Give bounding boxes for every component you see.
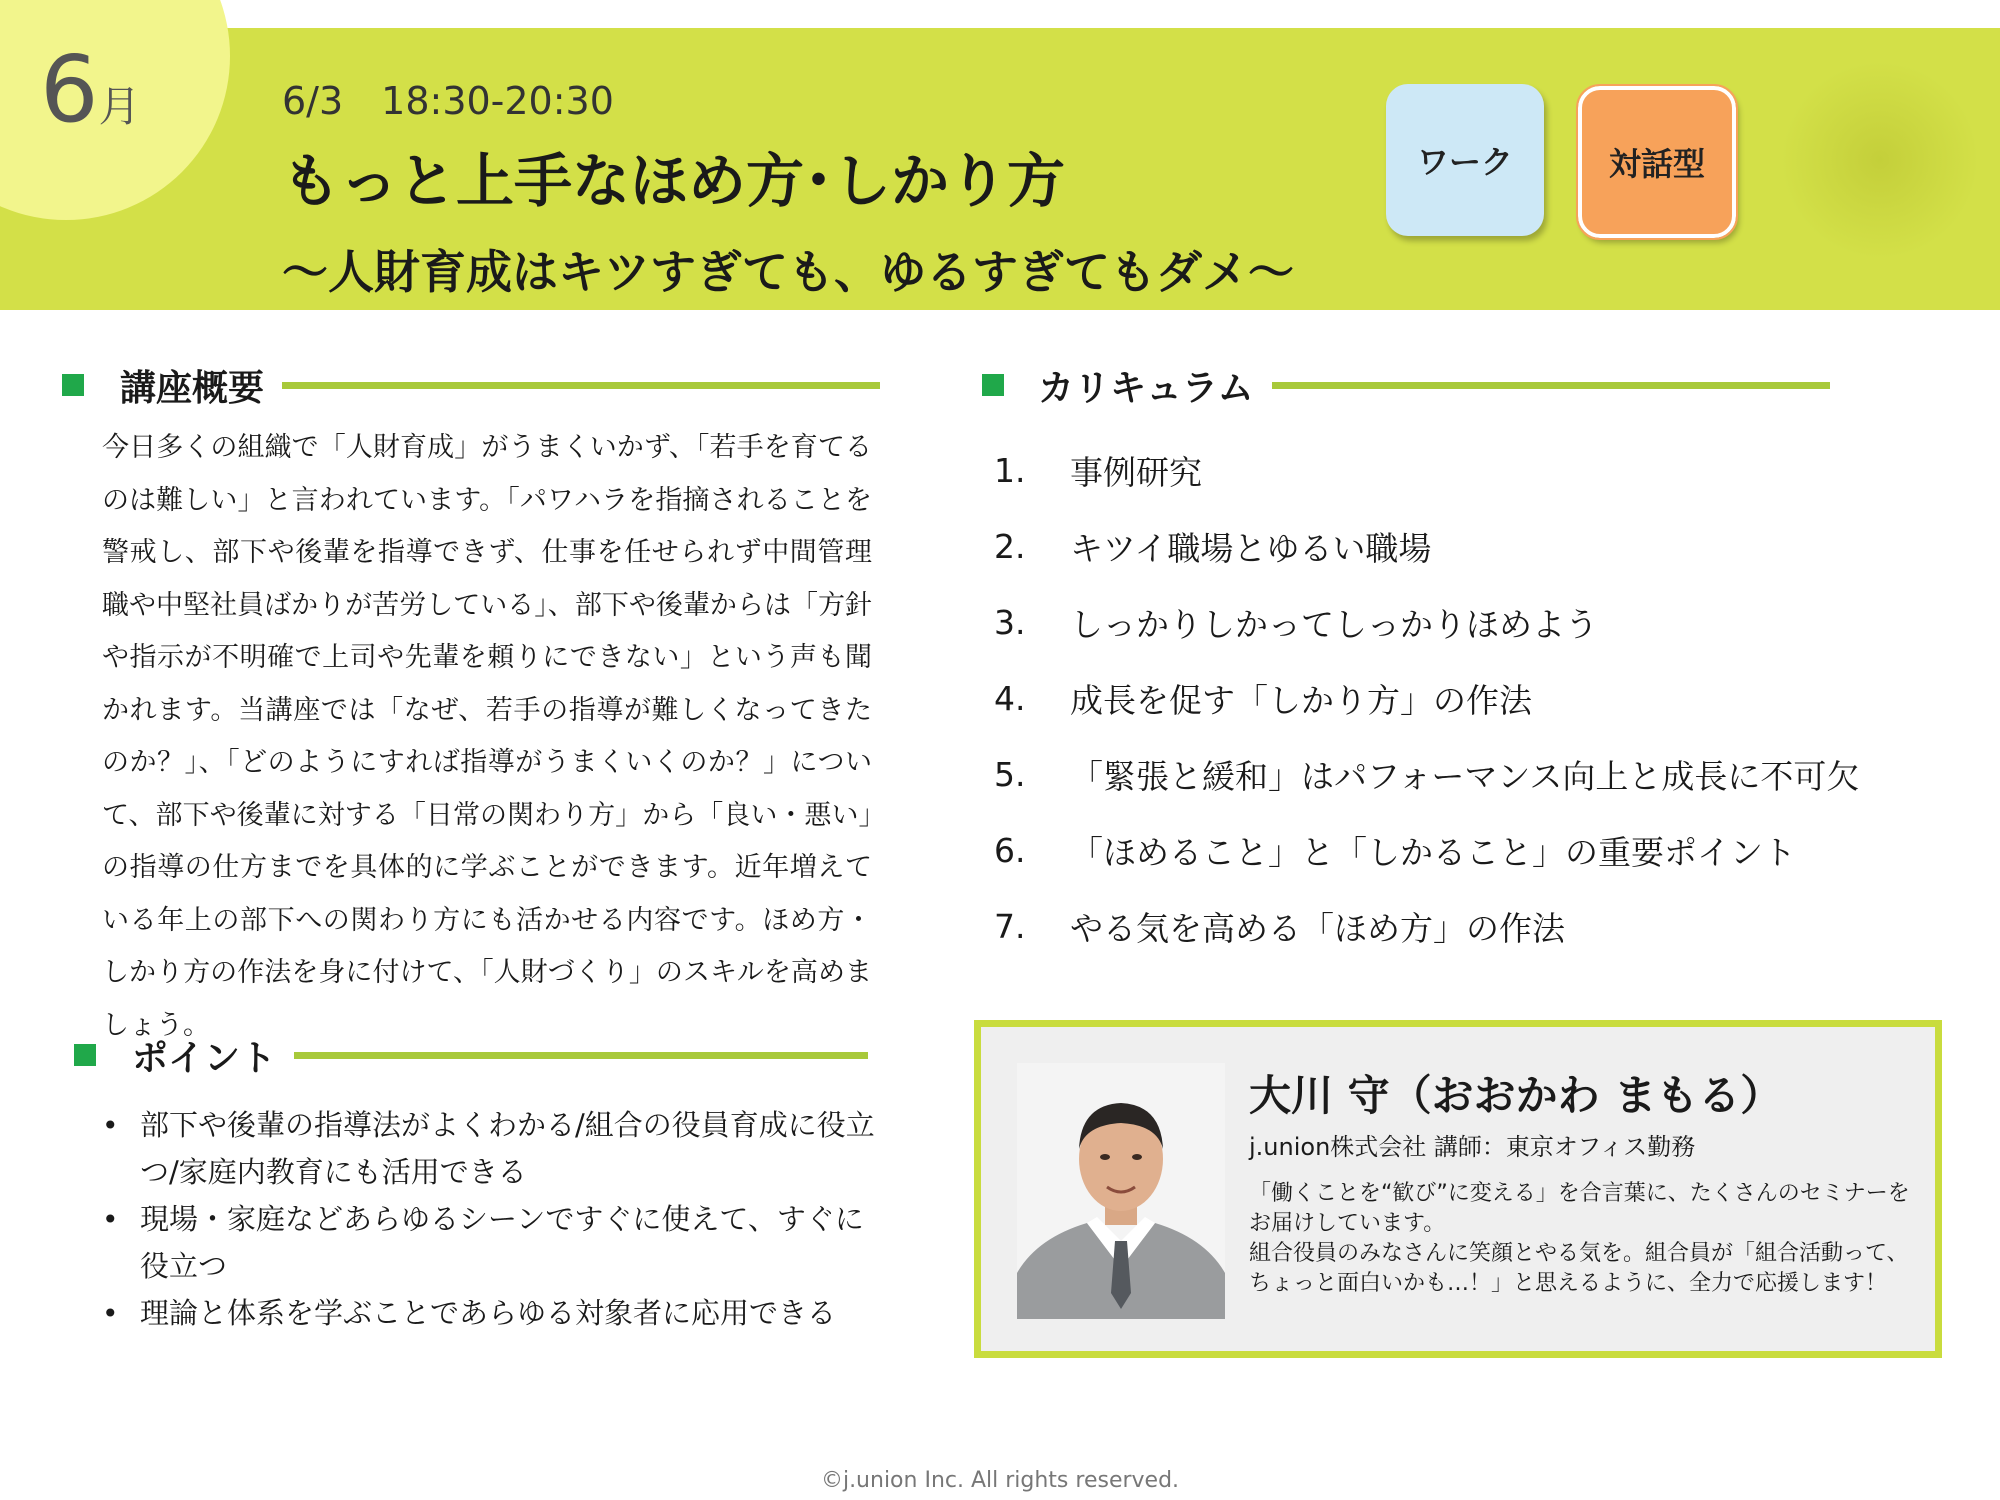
green-square-icon	[62, 374, 84, 396]
curriculum-item-text: 事例研究	[1070, 452, 1202, 492]
curriculum-item-number: 6.	[994, 830, 1026, 870]
instructor-card	[974, 1020, 1942, 1358]
curriculum-item-text: やる気を高める「ほめ方」の作法	[1070, 908, 1565, 948]
instructor-name: 大川 守（おおかわ まもる）	[1249, 1071, 1783, 1120]
header-glow-decoration	[1780, 60, 1980, 260]
instructor-portrait-icon	[1017, 1063, 1225, 1319]
curriculum-item-number: 4.	[994, 678, 1026, 718]
page-title: もっと上手なほめ方･しかり方	[282, 147, 1066, 215]
curriculum-item-text: しっかりしかってしっかりほめよう	[1070, 604, 1598, 644]
instructor-description	[1249, 1179, 1919, 1299]
badge-dialog: 対話型	[1578, 86, 1736, 238]
curriculum-item	[994, 584, 1859, 660]
curriculum-item	[994, 812, 1859, 888]
page-subtitle: ～人財育成はキツすぎても、ゆるすぎてもダメ～	[282, 245, 1294, 299]
curriculum-item-number: 1.	[994, 450, 1026, 490]
overview-body: 今日多くの組織で「人財育成」がうまくいかず、「若手を育てるのは難しい」と言われています。「パワハラを指摘されることを警戒し、部下や後輩を指導できず、仕事を任せられず中間管理職や中堅社員ばかりが苦労している」、部下や後輩からは「方針や指示が不明確で上司や先輩を頼りにできない」という声も聞かれます。当講座では「なぜ、若手の指導が難しくなってきたのか？」、「どのようにすれば指導がうまくいくのか？」について、部下や後輩に対する「日常の関わり方」から「良い・悪い」の指導の仕方までを具体的に学ぶことができます。近年増えている年上の部下への関わり方にも活かせる内容です。ほめ方・しかり方の作法を身に付けて、「人財づくり」のスキルを高めましょう。	[102, 432, 872, 1041]
month-number: 6	[40, 36, 99, 143]
curriculum-item-number: 3.	[994, 602, 1026, 642]
instructor-photo	[1017, 1063, 1225, 1319]
instructor-description-line: 組合役員のみなさんに笑顔とやる気を。組合員が「組合活動って、ちょっと面白いかも…！」と思えるように、全力で応援します！	[1249, 1241, 1909, 1296]
point-item: • 部下や後輩の指導法がよくわかる/組合の役員育成に役立つ/家庭内教育にも活用できる	[102, 1102, 882, 1196]
curriculum-item	[994, 736, 1859, 812]
curriculum-item	[994, 888, 1859, 964]
heading-rule	[282, 382, 880, 389]
curriculum-item-text: キツイ職場とゆるい職場	[1070, 528, 1432, 568]
curriculum-item-text: 成長を促す「しかり方」の作法	[1070, 680, 1532, 720]
overview-heading	[62, 362, 880, 408]
instructor-description-line: 「働くことを“歓び”に変える」を合言葉に、たくさんのセミナーをお届けしています。	[1249, 1181, 1910, 1236]
month-unit: 月	[98, 82, 141, 131]
curriculum-item	[994, 508, 1859, 584]
copyright-text: ©j.union Inc. All rights reserved.	[820, 1468, 1180, 1493]
month-label	[40, 36, 141, 143]
curriculum-item-number: 5.	[994, 754, 1026, 794]
curriculum-item	[994, 660, 1859, 736]
heading-rule	[294, 1052, 868, 1059]
event-date-time: 6/3 18:30-20:30	[282, 79, 614, 123]
curriculum-item-text: 「ほめること」と「しかること」の重要ポイント	[1070, 832, 1796, 872]
curriculum-item	[994, 432, 1859, 508]
green-square-icon	[982, 374, 1004, 396]
green-square-icon	[74, 1044, 96, 1066]
curriculum-list	[994, 432, 1859, 964]
overview-heading-label: 講座概要	[120, 367, 265, 409]
point-item: • 現場・家庭などあらゆるシーンですぐに使えて、すぐに役立つ	[102, 1196, 882, 1290]
point-item: • 理論と体系を学ぶことであらゆる対象者に応用できる	[102, 1290, 882, 1337]
curriculum-heading	[982, 362, 1830, 408]
points-heading	[74, 1032, 868, 1078]
heading-rule	[1272, 382, 1830, 389]
curriculum-item-text: 「緊張と緩和」はパフォーマンス向上と成長に不可欠	[1070, 756, 1860, 796]
badge-work: ワーク	[1386, 84, 1544, 236]
curriculum-item-number: 2.	[994, 526, 1026, 566]
instructor-role: j.union株式会社 講師：東京オフィス勤務	[1249, 1133, 1696, 1161]
curriculum-heading-label: カリキュラム	[1038, 367, 1254, 409]
points-heading-label: ポイント	[132, 1037, 277, 1079]
curriculum-item-number: 7.	[994, 906, 1026, 946]
points-list	[102, 1102, 882, 1337]
